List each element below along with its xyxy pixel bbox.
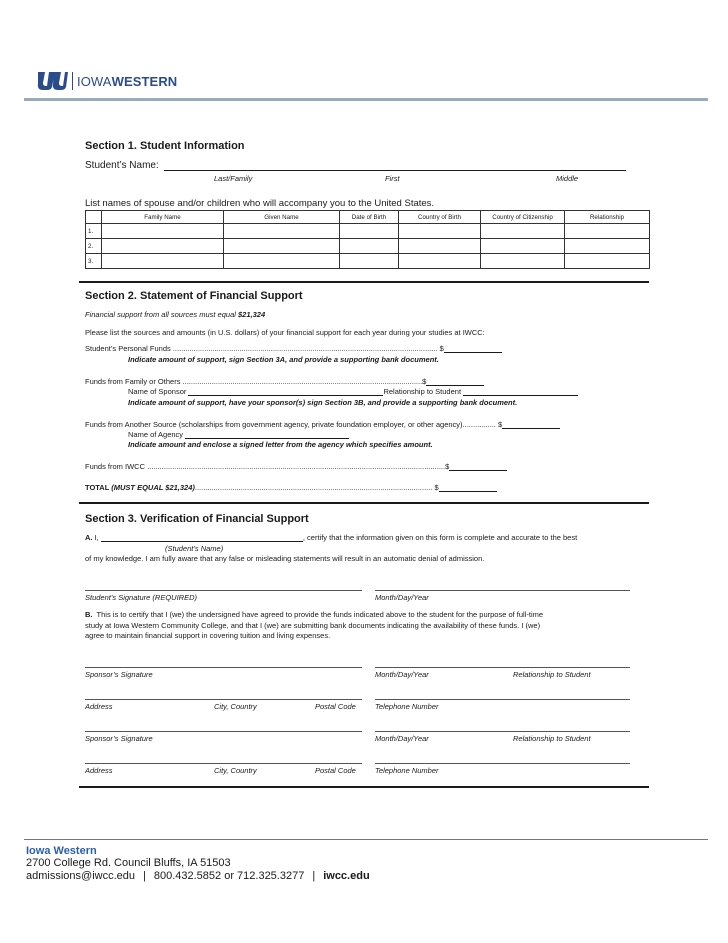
family-funds-label: Funds from Family or Others ................................................................................................................... (85, 377, 423, 386)
sponsor1-postal-caption: Postal Code (315, 702, 356, 711)
list-instruction: List names of spouse and/or children who will accompany you to the United States. (85, 198, 435, 209)
students-name-label: Student’s Name: (85, 160, 159, 171)
sponsor2-date-line[interactable] (375, 731, 630, 732)
certify-text-2: of my knowledge. I am fully aware that any false or misleading statements will result in an automatic denial of admission. (85, 554, 485, 563)
student-name-certify-field[interactable] (101, 534, 303, 542)
other-source-amount-field[interactable] (502, 421, 560, 429)
sponsor2-signature-caption: Sponsor’s Signature (85, 734, 153, 743)
footer-email[interactable]: admissions@iwcc.edu (26, 870, 135, 882)
header-rule (24, 98, 708, 101)
sponsor2-postal-caption: Postal Code (315, 766, 356, 775)
personal-funds-label: Student’s Personal Funds ............................................................................................................................... (85, 344, 438, 353)
student-name-caption: (Student’s Name) (165, 544, 224, 553)
sponsor1-date-caption: Month/Day/Year (375, 670, 429, 679)
family-table (85, 210, 650, 269)
table-cell[interactable] (481, 254, 565, 269)
logo-separator (72, 72, 73, 90)
dollar-sign: $ (498, 420, 503, 429)
table-cell[interactable] (102, 224, 224, 239)
sponsor2-address-line[interactable] (85, 763, 362, 764)
total-dots: .................................................................................................................. (194, 483, 433, 492)
certify-i: I, (94, 533, 99, 542)
section3-title: Section 3. Verification of Financial Support (85, 513, 309, 525)
footer-separator: | (143, 870, 146, 882)
table-cell[interactable] (224, 239, 340, 254)
iwcc-funds-row (85, 462, 507, 471)
sponsor-relationship-field[interactable] (463, 388, 578, 396)
footer-rule (24, 839, 708, 840)
sponsor1-date-line[interactable] (375, 667, 630, 668)
dollar-sign: $ (422, 377, 427, 386)
section2-title: Section 2. Statement of Financial Support (85, 290, 303, 302)
col-country-of-birth: Country of Birth (399, 211, 481, 224)
must-equal-amount: $21,324 (238, 310, 266, 319)
family-funds-row (85, 377, 484, 386)
family-funds-note: Indicate amount of support, have your sponsor(s) sign Section 3B, and provide a supporting bank document. (128, 398, 518, 407)
col-date-of-birth: Date of Birth (340, 211, 399, 224)
part-b-paragraph (85, 610, 543, 642)
table-corner (86, 211, 102, 224)
middle-caption: Middle (556, 174, 579, 183)
sponsor-name-label: Name of Sponsor (128, 387, 187, 396)
table-cell[interactable] (481, 239, 565, 254)
sponsor-row (128, 387, 578, 396)
sponsor2-city-caption: City, Country (214, 766, 257, 775)
must-equal-line (85, 310, 265, 319)
iw-logo-mark-icon (37, 70, 69, 92)
total-row (85, 483, 497, 492)
personal-funds-amount-field[interactable] (444, 345, 502, 353)
sponsor2-date-caption: Month/Day/Year (375, 734, 429, 743)
table-cell[interactable] (102, 254, 224, 269)
iwcc-funds-label: Funds from IWCC ............................................................................................................................................... (85, 462, 446, 471)
student-date-line[interactable] (375, 590, 630, 591)
agency-name-field[interactable] (185, 431, 349, 439)
table-cell[interactable] (399, 224, 481, 239)
part-b-line-3: agree to maintain financial support in covering tuition and living expenses. (85, 631, 331, 640)
table-cell[interactable] (224, 224, 340, 239)
part-a-label: A. (85, 533, 93, 542)
students-name-row (85, 160, 626, 171)
dollar-sign: $ (434, 483, 439, 492)
table-cell[interactable] (399, 239, 481, 254)
logo-word-western: WESTERN (111, 73, 178, 89)
sponsor1-phone-line[interactable] (375, 699, 630, 700)
certify-text: , certify that the information given on this form is complete and accurate to the best (302, 533, 578, 542)
must-equal-text: Financial support from all sources must equal (85, 310, 238, 319)
section1-title: Section 1. Student Information (85, 140, 245, 152)
total-label: TOTAL (85, 483, 112, 492)
table-cell[interactable] (224, 254, 340, 269)
iwcc-funds-amount-field[interactable] (449, 463, 507, 471)
sponsor1-city-caption: City, Country (214, 702, 257, 711)
section-divider (79, 786, 649, 788)
logo-wordmark (77, 74, 177, 89)
sponsor2-phone-line[interactable] (375, 763, 630, 764)
part-b-label: B. (85, 610, 93, 619)
first-caption: First (385, 174, 400, 183)
table-row (86, 254, 650, 269)
section-divider (79, 502, 649, 504)
personal-funds-row (85, 344, 502, 353)
iowa-western-logo (37, 70, 177, 92)
dollar-sign: $ (445, 462, 450, 471)
footer-contact (26, 870, 370, 882)
footer-org-name: Iowa Western (26, 845, 97, 857)
family-table-header (86, 211, 650, 224)
part-b-line-2: study at Iowa Western Community College, and that I (we) are submitting bank documents indicating the availability of these funds. I (we) (85, 620, 541, 630)
footer-separator: | (312, 870, 316, 882)
other-source-row (85, 420, 560, 429)
logo-word-iowa: IOWA (77, 73, 112, 89)
table-cell[interactable] (102, 239, 224, 254)
table-cell[interactable] (340, 224, 399, 239)
sponsor1-address-caption: Address (85, 702, 113, 711)
agency-row (128, 430, 349, 439)
row-number: 1. (86, 224, 102, 239)
row-number: 3. (86, 254, 102, 269)
section-divider (79, 281, 649, 283)
family-funds-amount-field[interactable] (426, 378, 484, 386)
sponsor1-signature-line[interactable] (85, 667, 362, 668)
student-date-caption: Month/Day/Year (375, 593, 429, 602)
sponsor2-signature-line[interactable] (85, 731, 362, 732)
sponsor1-signature-caption: Sponsor’s Signature (85, 670, 153, 679)
table-row (86, 224, 650, 239)
footer-phones: 800.432.5852 or 712.325.3277 (153, 870, 305, 882)
sponsor1-address-line[interactable] (85, 699, 362, 700)
student-signature-line[interactable] (85, 590, 362, 591)
col-given-name: Given Name (224, 211, 340, 224)
table-cell[interactable] (340, 239, 399, 254)
sponsor1-relationship-caption: Relationship to Student (513, 670, 591, 679)
part-b-text-1: This is to certify that I (we) the undersigned have agreed to provide the funds indicated above to the student for the purpose of full-time (96, 610, 544, 619)
row-number: 2. (86, 239, 102, 254)
table-cell[interactable] (340, 254, 399, 269)
relationship-label: Relationship to Student (383, 387, 462, 396)
personal-funds-note: Indicate amount of support, sign Section 3A, and provide a supporting bank document. (128, 355, 439, 364)
part-b-line-1 (85, 610, 543, 621)
sponsor2-relationship-caption: Relationship to Student (513, 734, 591, 743)
dollar-sign: $ (439, 344, 444, 353)
students-name-field[interactable] (164, 161, 626, 171)
table-cell[interactable] (399, 254, 481, 269)
last-family-caption: Last/Family (214, 174, 253, 183)
footer-address: 2700 College Rd. Council Bluffs, IA 51503 (26, 857, 231, 869)
other-source-note: Indicate amount and enclose a signed letter from the agency which specifies amount. (128, 440, 433, 449)
table-cell[interactable] (481, 224, 565, 239)
sponsor2-address-caption: Address (85, 766, 113, 775)
table-row (86, 239, 650, 254)
student-signature-caption: Student’s Signature (REQUIRED) (85, 593, 197, 602)
col-family-name: Family Name (102, 211, 224, 224)
table-cell[interactable] (565, 224, 650, 239)
footer-website[interactable]: iwcc.edu (323, 870, 370, 882)
total-must-equal: (MUST EQUAL $21,324) (111, 483, 195, 492)
sponsor-name-field[interactable] (188, 388, 383, 396)
certify-row (85, 533, 577, 542)
sponsor2-phone-caption: Telephone Number (375, 766, 439, 775)
col-country-of-citizenship: Country of Citizenship (481, 211, 565, 224)
agency-label: Name of Agency (128, 430, 184, 439)
financial-instruction: Please list the sources and amounts (in U.S. dollars) of your financial support for each year during your studies at IWCC: (85, 328, 485, 337)
table-cell[interactable] (565, 254, 650, 269)
sponsor1-phone-caption: Telephone Number (375, 702, 439, 711)
other-source-label: Funds from Another Source (scholarships from government agency, private foundation employer, or other agency)................ (85, 420, 496, 429)
col-relationship: Relationship (565, 211, 650, 224)
table-cell[interactable] (565, 239, 650, 254)
total-amount-field[interactable] (439, 484, 497, 492)
